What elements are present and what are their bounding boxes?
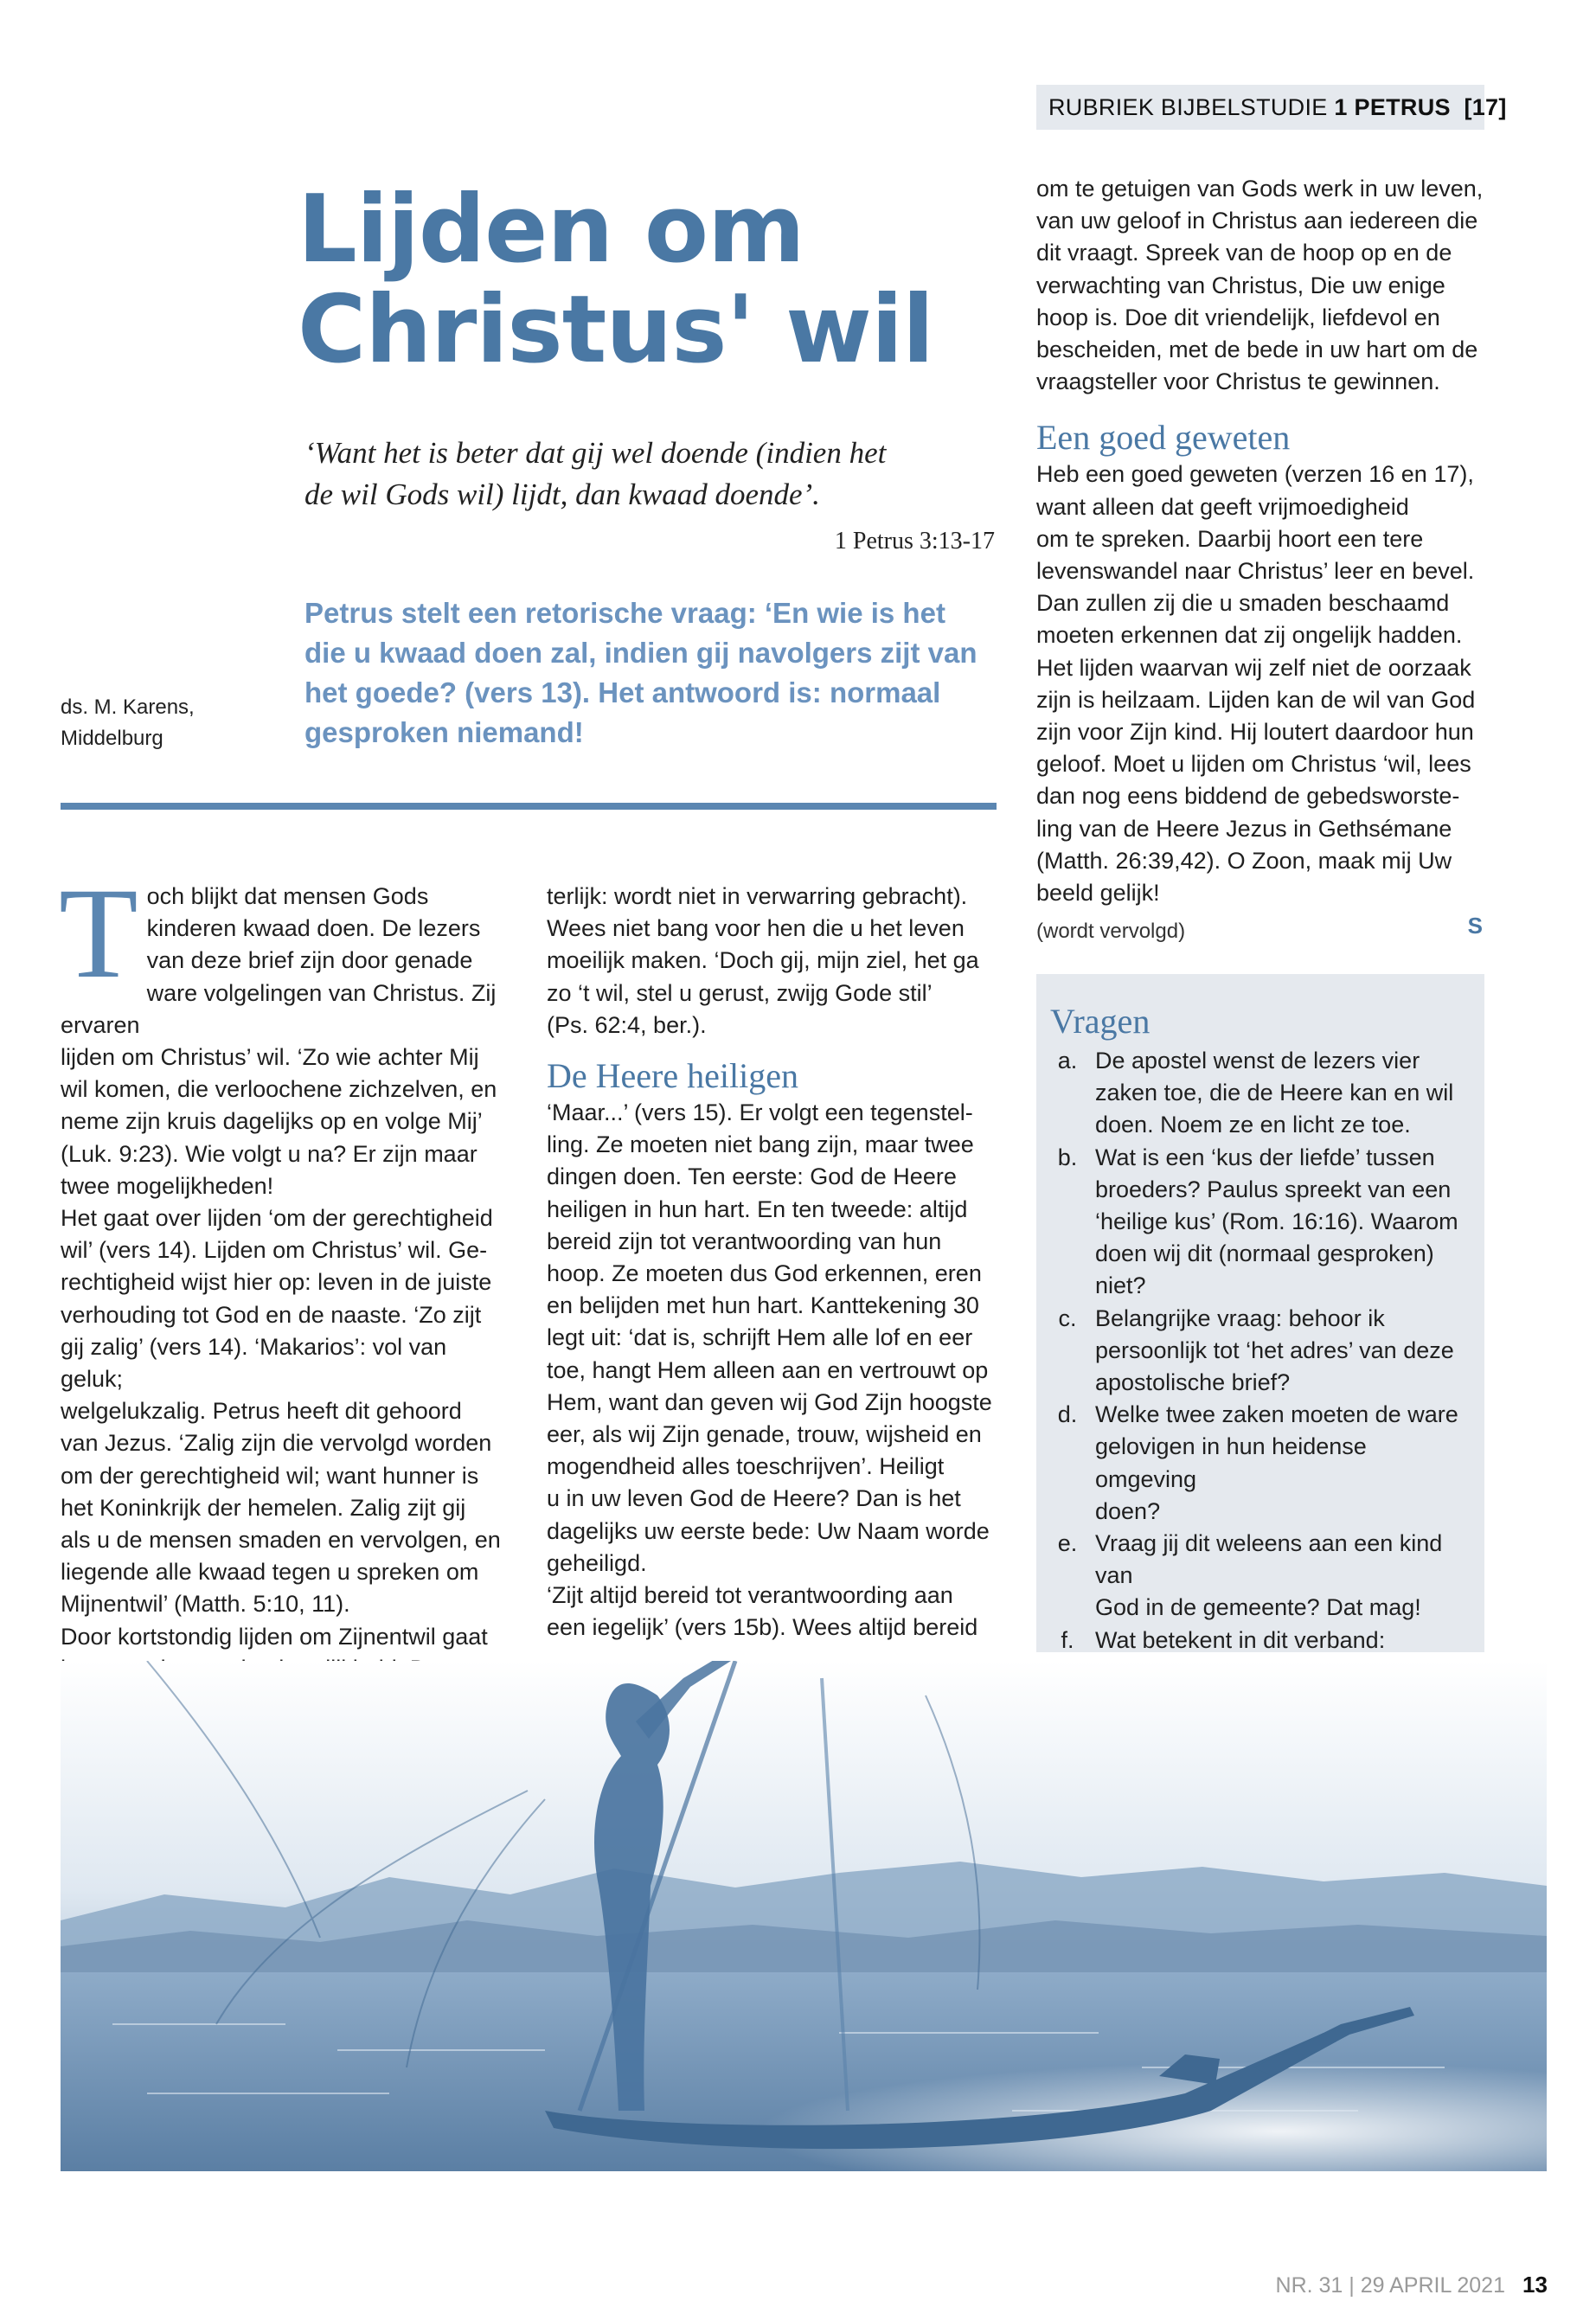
question-item — [1050, 1399, 1467, 1528]
intro-line: het goede? (vers 13). Het antwoord is: normaal — [304, 676, 941, 708]
text-line: Wees niet bang voor hen die u het leven — [547, 915, 965, 942]
author-byline — [61, 692, 251, 754]
subheading-een-goed-geweten: Een goed geweten — [1036, 418, 1291, 458]
text-line: hoop is. Doe dit vriendelijk, liefdevol en — [1036, 304, 1440, 330]
text-line: verwachting van Christus, Die uw enige — [1036, 272, 1445, 298]
text-line: ‘Zijt altijd bereid tot verantwoording aan — [547, 1582, 953, 1609]
article-title — [298, 176, 972, 384]
text-line: moeilijk maken. ‘Doch gij, mijn ziel, het ga — [547, 947, 979, 974]
text-line: ling. Ze moeten niet bang zijn, maar twee — [547, 1131, 974, 1158]
text-line: Het gaat over lijden ‘om der gerechtigheid — [61, 1205, 493, 1232]
quote-reference: 1 Petrus 3:13-17 — [834, 528, 995, 554]
issue-footer: NR. 31 | 29 APRIL 2021 — [1275, 2273, 1505, 2298]
text-line: want alleen dat geeft vrijmoedigheid — [1036, 493, 1409, 520]
text-line: het Koninkrijk der hemelen. Zalig zijt gij — [61, 1494, 466, 1521]
text-line: dit vraagt. Spreek van de hoop op en de — [1036, 240, 1452, 266]
text-line: rechtigheid wijst hier op: leven in de juiste — [61, 1269, 492, 1296]
text-line: om te spreken. Daarbij hoort een tere — [1036, 525, 1424, 552]
intro-paragraph — [304, 593, 997, 753]
text-line: dan nog eens biddend de gebedsworste- — [1036, 783, 1460, 810]
body-column-2 — [547, 881, 997, 1644]
text-line: dingen doen. Ten eerste: God de Heere — [547, 1163, 957, 1190]
text-line: ware volgelingen van Christus. Zij ervaren — [61, 979, 497, 1038]
questions-heading: Vragen — [1050, 1002, 1151, 1041]
text-line: dagelijks uw eerste bede: Uw Naam worde — [547, 1517, 990, 1544]
text-line: geloof. Moet u lijden om Christus ‘wil, lees — [1036, 751, 1471, 778]
question-item — [1050, 1303, 1467, 1400]
text-line: Dan zullen zij die u smaden beschaamd — [1036, 590, 1450, 617]
text-line: (Ps. 62:4, ber.). — [547, 1011, 707, 1038]
text-line: verhouding tot God en de naaste. ‘Zo zijt — [61, 1301, 482, 1328]
text-line: moeten erkennen dat zij ongelijk hadden. — [1036, 622, 1463, 649]
question-letter: c. — [1058, 1304, 1077, 1331]
fisherman-photo — [61, 1661, 1547, 2171]
quote-line-1: ‘Want het is beter dat gij wel doende (indien het — [304, 436, 887, 470]
text-line: bescheiden, met de bede in uw hart om de — [1036, 336, 1478, 363]
quote-line-2: de wil Gods wil) lijdt, dan kwaad doende’. — [304, 478, 820, 511]
text-line: ‘Maar...’ (vers 15). Er volgt een tegenstel- — [547, 1099, 973, 1126]
question-line: Wat betekent in dit verband: — [1095, 1626, 1386, 1653]
text-line: wil komen, die verloochene zichzelven, en — [61, 1076, 497, 1103]
divider-rule — [61, 803, 997, 810]
text-line: van deze brief zijn door genade — [146, 947, 473, 974]
text-line: Mijnentwil’ (Matth. 5:10, 11). — [61, 1591, 350, 1618]
text-line: hoop. Ze moeten dus God erkennen, eren — [547, 1260, 982, 1287]
text-line: toe, hangt Hem alleen aan en vertrouwt op — [547, 1356, 989, 1383]
text-line: Heb een goed geweten (verzen 16 en 17), — [1036, 461, 1474, 488]
text-line: (Matth. 26:39,42). O Zoon, maak mij Uw — [1036, 847, 1452, 874]
question-line: Welke twee zaken moeten de ware — [1095, 1401, 1458, 1428]
text-line: twee mogelijkheden! — [61, 1172, 274, 1199]
text-line: zo ‘t wil, stel u gerust, zwijg Gode stil’ — [547, 979, 933, 1006]
questions-list — [1050, 1045, 1467, 1689]
section-tag-rubriek: RUBRIEK BIJBELSTUDIE — [1048, 94, 1328, 120]
column1-text — [59, 862, 510, 1717]
author-name: ds. M. Karens, — [61, 695, 195, 719]
text-line: gij zalig’ (vers 14). ‘Makarios’: vol van geluk; — [61, 1333, 447, 1393]
question-line: doen. Noem ze en licht ze toe. — [1095, 1112, 1411, 1138]
question-line: Belangrijke vraag: behoor ik — [1095, 1304, 1385, 1331]
text-line: wil’ (vers 14). Lijden om Christus’ wil. Ge- — [61, 1237, 488, 1264]
text-line: van Jezus. ‘Zalig zijn die vervolgd worden — [61, 1430, 492, 1457]
question-line: zaken toe, die de Heere kan en wil — [1095, 1080, 1454, 1106]
scripture-quote — [304, 433, 997, 516]
question-line: doen? — [1095, 1497, 1161, 1524]
title-line-1: Lijden om — [298, 176, 804, 284]
column3-text-bottom — [1036, 458, 1484, 909]
text-line: ling van de Heere Jezus in Gethsémane — [1036, 815, 1452, 842]
section-tag — [1036, 85, 1507, 130]
question-item — [1050, 1045, 1467, 1142]
question-line: niet? — [1095, 1272, 1146, 1299]
text-line: kinderen kwaad doen. De lezers — [146, 915, 481, 942]
text-line: liegende alle kwaad tegen u spreken om — [61, 1559, 479, 1586]
text-line: och blijkt dat mensen Gods — [146, 883, 429, 909]
text-line: u in uw leven God de Heere? Dan is het — [547, 1485, 961, 1512]
question-item — [1050, 1142, 1467, 1303]
text-line: bereid zijn tot verantwoording van hun — [547, 1227, 942, 1254]
drop-cap: T — [59, 862, 138, 1005]
question-line: De apostel wenst de lezers vier — [1095, 1048, 1420, 1074]
question-line: broeders? Paulus spreekt van een — [1095, 1176, 1452, 1202]
text-line: van uw geloof in Christus aan iedereen die — [1036, 208, 1478, 234]
intro-line: die u kwaad doen zal, indien gij navolgers zijt van — [304, 637, 977, 669]
continued-text: (wordt vervolgd) — [1036, 920, 1186, 944]
text-line: lijden om Christus’ wil. ‘Zo wie achter Mij — [61, 1044, 479, 1071]
question-letter: d. — [1057, 1401, 1078, 1428]
title-line-2: Christus' wil — [298, 276, 933, 384]
text-line: zijn is heilzaam. Lijden kan de wil van God — [1036, 686, 1476, 713]
text-line: mogendheid alles toeschrijven’. Heiligt — [547, 1453, 945, 1480]
question-letter: e. — [1057, 1530, 1078, 1557]
text-line: terlijk: wordt niet in verwarring gebracht). — [547, 883, 968, 909]
text-line: geheiligd. — [547, 1549, 647, 1576]
column2-text-bottom — [547, 1097, 997, 1644]
author-place: Middelburg — [61, 727, 163, 750]
text-line: heiligen in hun hart. En ten tweede: altijd — [547, 1195, 968, 1222]
question-line: Wat is een ‘kus der liefde’ tussen — [1095, 1144, 1435, 1170]
question-letter: a. — [1057, 1048, 1078, 1074]
text-line: om te getuigen van Gods werk in uw leven, — [1036, 176, 1484, 202]
question-letter: b. — [1057, 1144, 1078, 1170]
text-line: om der gerechtigheid wil; want hunner is — [61, 1462, 479, 1489]
text-line: (Luk. 9:23). Wie volgt u na? Er zijn maar — [61, 1140, 478, 1167]
text-line: welgelukzalig. Petrus heeft dit gehoord — [61, 1398, 462, 1425]
question-line: Vraag jij dit weleens aan een kind van — [1095, 1530, 1443, 1589]
text-line: levenswandel naar Christus’ leer en bevel. — [1036, 558, 1475, 585]
column3-text-top — [1036, 173, 1484, 398]
question-letter: f. — [1061, 1626, 1074, 1653]
text-line: een iegelijk’ (vers 15b). Wees altijd bereid — [547, 1614, 978, 1641]
text-line: legt uit: ‘dat is, schrijft Hem alle lof en eer — [547, 1324, 973, 1351]
subheading-de-heere-heiligen: De Heere heiligen — [547, 1056, 798, 1096]
column2-text-top — [547, 881, 997, 1042]
text-line: vraagsteller voor Christus te gewinnen. — [1036, 369, 1440, 395]
question-line: gelovigen in hun heidense omgeving — [1095, 1433, 1367, 1492]
text-line: Het lijden waarvan wij zelf niet de oorzaak — [1036, 654, 1471, 681]
text-line: eer, als wij Zijn genade, trouw, wijsheid en — [547, 1421, 982, 1448]
text-line: Hem, want dan geven wij God Zijn hoogste — [547, 1388, 992, 1415]
continued-note — [1036, 914, 1484, 947]
text-line: en belijden met hun hart. Kanttekening 30 — [547, 1292, 979, 1319]
section-tag-book: 1 PETRUS — [1334, 94, 1451, 120]
intro-line: Petrus stelt een retorische vraag: ‘En wie is het — [304, 597, 945, 629]
question-line: persoonlijk tot ‘het adres’ van deze — [1095, 1336, 1454, 1363]
question-line: doen wij dit (normaal gesproken) — [1095, 1240, 1434, 1267]
body-column-1 — [59, 862, 510, 1717]
text-line: als u de mensen smaden en vervolgen, en — [61, 1527, 501, 1554]
intro-line: gesproken niemand! — [304, 716, 584, 748]
questions-box — [1036, 974, 1484, 1652]
page-number: 13 — [1522, 2272, 1548, 2298]
text-line: beeld gelijk! — [1036, 880, 1160, 907]
text-line: zijn voor Zijn kind. Hij loutert daardoor hun — [1036, 719, 1474, 746]
end-mark-icon: S — [1467, 913, 1483, 939]
question-line: ‘heilige kus’ (Rom. 16:16). Waarom — [1095, 1208, 1458, 1235]
body-column-3 — [1036, 173, 1484, 947]
question-line: God in de gemeente? Dat mag! — [1095, 1594, 1421, 1621]
section-tag-issue: [17] — [1464, 94, 1507, 120]
text-line: neme zijn kruis dagelijks op en volge Mij’ — [61, 1108, 483, 1135]
question-item — [1050, 1528, 1467, 1625]
question-line: apostolische brief? — [1095, 1369, 1291, 1396]
text-line: Door kortstondig lijden om Zijnentwil gaat — [61, 1623, 488, 1650]
